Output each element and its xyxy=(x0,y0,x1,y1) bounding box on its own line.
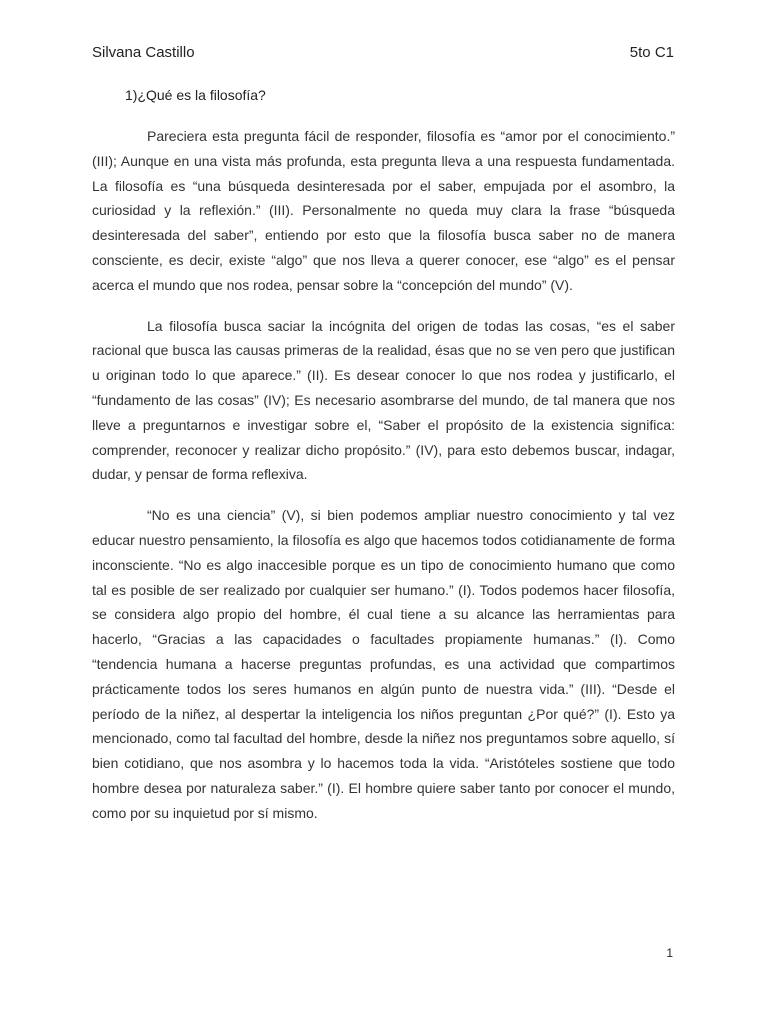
paragraph-2: La filosofía busca saciar la incógnita del origen de todas las cosas, “es el saber racional que busca las causas primeras de la realidad, ésas que no se ven pero que justifican u originan todo lo que aparece.” (II). Es desear conocer lo que nos rodea y justificarlo, el “fundamento de las cosas” (IV); Es necesario asombrarse del mundo, de tal manera que nos lleve a preguntarnos e investigar sobre el, “Saber el propósito de la existencia significa: comprender, reconocer y realizar dicho propósito.” (IV), para esto debemos buscar, indagar, dudar, y pensar de forma reflexiva. xyxy=(92,317,675,483)
question-heading: 1)¿Qué es la filosofía? xyxy=(125,87,266,103)
page-number: 1 xyxy=(666,946,673,960)
paragraph-3: “No es una ciencia” (V), si bien podemos ampliar nuestro conocimiento y tal vez educar nuestro pensamiento, la filosofía es algo que hacemos todos cotidianamente de forma inconsciente. “No es algo inaccesible porque es un tipo de conocimiento humano que como tal es posible de ser realizado por cualquier ser humano.” (I). Todos podemos hacer filosofía, se considera algo propio del hombre, él cual tiene a su alcance las herramientas para hacerlo, “Gracias a las capacidades o facultades propiamente humanas.” (I). Como “tendencia humana a hacerse preguntas profundas, es una actividad que compartimos prácticamente todos los seres humanos en algún punto de nuestra vida.” (III). “Desde el período de la niñez, al despertar la inteligencia los niños preguntan ¿Por qué?” (I). Esto ya mencionado, como tal facultad del hombre, desde la niñez nos preguntamos sobre aquello, sí bien cotidiano, que nos asombra y lo hacemos toda la vida. “Aristóteles sostiene que todo hombre desea por naturaleza saber.” (I). El hombre quiere saber tanto por conocer el mundo, como por su inquietud por sí mismo. xyxy=(92,507,675,821)
paragraph-1: Pareciera esta pregunta fácil de responder, filosofía es “amor por el conocimiento.” (III); Aunque en una vista más profunda, esta pregunta lleva a una respuesta fundamentada. La filosofía es “una búsqueda desinteresada por el saber, empujada por el asombro, la curiosidad y la reflexión.” (III). Personalmente no queda muy clara la frase “búsqueda desinteresada del saber”, entiendo por esto que la filosofía busca saber no de manera consciente, es decir, existe “algo” que nos lleva a querer conocer, ese “algo” es el pensar acerca el mundo que nos rodea, pensar sobre la “concepción del mundo” (V). xyxy=(92,128,675,293)
document-body xyxy=(92,124,675,842)
course-label: 5to C1 xyxy=(629,44,674,61)
author-name: Silvana Castillo xyxy=(92,44,195,61)
